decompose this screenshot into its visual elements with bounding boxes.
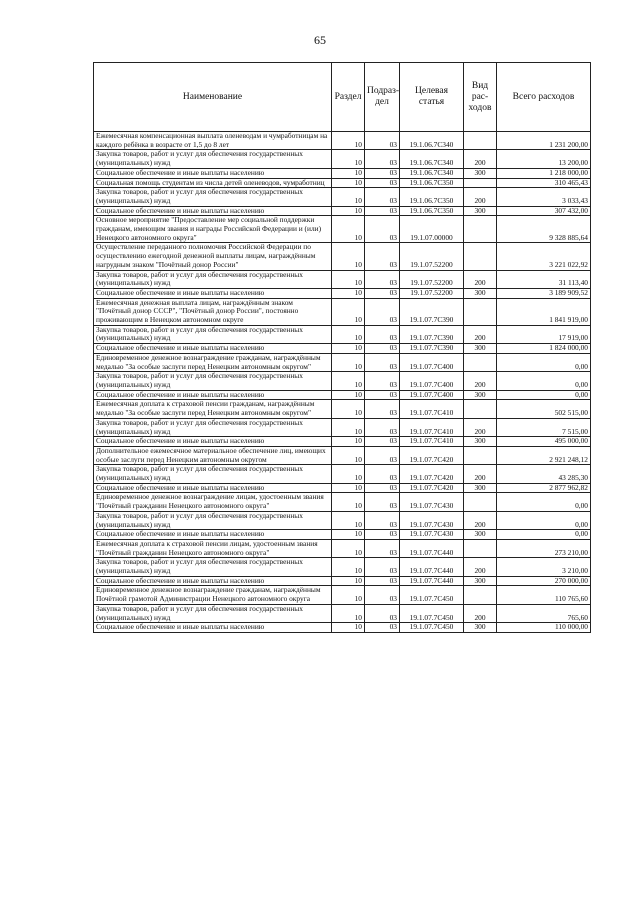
cell-kind: 300 [464,530,497,540]
cell-subsection: 03 [365,243,400,270]
cell-section: 10 [332,483,365,493]
cell-kind: 200 [464,465,497,483]
cell-name: Социальное обеспечение и иные выплаты населению [94,288,332,298]
cell-section: 10 [332,344,365,354]
header-section: Раздел [332,63,365,132]
cell-target: 19.1.06.7С340 [400,150,464,168]
cell-kind [464,400,497,418]
cell-section: 10 [332,288,365,298]
cell-total: 310 465,43 [497,178,591,188]
cell-subsection: 03 [365,288,400,298]
cell-subsection: 03 [365,511,400,529]
cell-target: 19.1.07.52200 [400,270,464,288]
cell-kind [464,178,497,188]
cell-target: 19.1.07.7С400 [400,372,464,390]
cell-kind: 300 [464,168,497,178]
cell-section: 10 [332,216,365,243]
cell-target: 19.1.07.7С400 [400,353,464,371]
cell-total: 3 189 909,52 [497,288,591,298]
cell-section: 10 [332,539,365,557]
cell-target: 19.1.06.7С350 [400,188,464,206]
cell-section: 10 [332,446,365,464]
cell-kind: 200 [464,511,497,529]
cell-target: 19.1.07.7С440 [400,558,464,576]
table-header-row [94,63,591,132]
cell-total: 270 000,00 [497,576,591,586]
cell-total: 3 033,43 [497,188,591,206]
cell-name: Социальное обеспечение и иные выплаты населению [94,206,332,216]
cell-name: Социальное обеспечение и иные выплаты населению [94,483,332,493]
cell-subsection: 03 [365,493,400,511]
cell-subsection: 03 [365,344,400,354]
cell-kind [464,216,497,243]
cell-section: 10 [332,418,365,436]
cell-total: 9 328 885,64 [497,216,591,243]
table-row [94,586,591,604]
table-row [94,168,591,178]
cell-subsection: 03 [365,530,400,540]
cell-total: 3 210,00 [497,558,591,576]
cell-kind: 200 [464,188,497,206]
cell-name: Социальное обеспечение и иные выплаты населению [94,390,332,400]
cell-total: 31 113,40 [497,270,591,288]
cell-target: 19.1.07.7С430 [400,530,464,540]
cell-kind [464,132,497,150]
cell-subsection: 03 [365,418,400,436]
cell-target: 19.1.06.7С350 [400,178,464,188]
cell-subsection: 03 [365,206,400,216]
cell-target: 19.1.06.7С340 [400,168,464,178]
cell-subsection: 03 [365,483,400,493]
cell-name: Закупка товаров, работ и услуг для обеспечения государственных (муниципальных) нужд [94,418,332,436]
cell-target: 19.1.07.7С450 [400,623,464,633]
table-row [94,400,591,418]
cell-total: 1 218 000,00 [497,168,591,178]
table-row [94,604,591,622]
cell-kind: 300 [464,344,497,354]
cell-subsection: 03 [365,178,400,188]
cell-total: 43 285,30 [497,465,591,483]
cell-total: 307 432,00 [497,206,591,216]
cell-section: 10 [332,188,365,206]
cell-section: 10 [332,372,365,390]
cell-total: 110 000,00 [497,623,591,633]
cell-subsection: 03 [365,446,400,464]
cell-total: 0,00 [497,390,591,400]
cell-kind: 300 [464,623,497,633]
cell-subsection: 03 [365,400,400,418]
cell-subsection: 03 [365,353,400,371]
cell-name: Социальное обеспечение и иные выплаты населению [94,437,332,447]
cell-total: 13 200,00 [497,150,591,168]
cell-subsection: 03 [365,586,400,604]
cell-section: 10 [332,530,365,540]
cell-target: 19.1.07.7С410 [400,437,464,447]
cell-target: 19.1.07.7С390 [400,298,464,325]
cell-section: 10 [332,465,365,483]
cell-name: Закупка товаров, работ и услуг для обеспечения государственных (муниципальных) нужд [94,511,332,529]
table-row [94,465,591,483]
cell-target: 19.1.07.7С410 [400,400,464,418]
cell-name: Ежемесячная доплата к страховой пенсии гражданам, награждённым медалью "За особые заслуги перед Ненецким автономным округом" [94,400,332,418]
cell-total: 110 765,60 [497,586,591,604]
cell-kind: 200 [464,558,497,576]
cell-target: 19.1.07.7С400 [400,390,464,400]
cell-kind [464,353,497,371]
cell-name: Закупка товаров, работ и услуг для обеспечения государственных (муниципальных) нужд [94,465,332,483]
table-body [94,132,591,633]
cell-name: Социальное обеспечение и иные выплаты населению [94,530,332,540]
cell-target: 19.1.07.52200 [400,288,464,298]
cell-kind: 200 [464,150,497,168]
cell-section: 10 [332,604,365,622]
cell-kind: 300 [464,437,497,447]
cell-subsection: 03 [365,558,400,576]
cell-subsection: 03 [365,216,400,243]
cell-total: 0,00 [497,493,591,511]
cell-section: 10 [332,270,365,288]
cell-name: Единовременное денежное вознаграждение гражданам, награждённым медалью "За особые заслуги перед Ненецким автономным округом" [94,353,332,371]
table-row [94,325,591,343]
cell-kind: 200 [464,372,497,390]
cell-target: 19.1.07.52200 [400,243,464,270]
cell-subsection: 03 [365,150,400,168]
cell-kind: 200 [464,325,497,343]
header-kind: Вид рас-ходов [464,63,497,132]
cell-total: 0,00 [497,511,591,529]
cell-kind [464,493,497,511]
cell-name: Осуществление переданного полномочия Российской Федерации по осуществлению ежегодной денежной выплаты лицам, награждённым нагрудным знаком "Почётный донор России" [94,243,332,270]
cell-target: 19.1.07.7С450 [400,586,464,604]
table-row [94,243,591,270]
cell-target: 19.1.07.7С440 [400,539,464,557]
cell-total: 17 919,00 [497,325,591,343]
cell-name: Ежемесячная компенсационная выплата оленеводам и чумработницам на каждого ребёнка в возрасте от 1,5 до 8 лет [94,132,332,150]
cell-target: 19.1.07.7С430 [400,493,464,511]
cell-subsection: 03 [365,465,400,483]
cell-section: 10 [332,511,365,529]
cell-name: Социальное обеспечение и иные выплаты населению [94,623,332,633]
cell-target: 19.1.07.7С450 [400,604,464,622]
cell-subsection: 03 [365,390,400,400]
cell-subsection: 03 [365,298,400,325]
cell-kind: 300 [464,390,497,400]
table-row [94,558,591,576]
cell-kind [464,243,497,270]
page-number: 65 [314,33,326,47]
cell-section: 10 [332,150,365,168]
cell-total: 1 824 000,00 [497,344,591,354]
header-total: Всего расходов [497,63,591,132]
cell-section: 10 [332,390,365,400]
cell-target: 19.1.07.7С420 [400,446,464,464]
table-row [94,446,591,464]
table-row [94,418,591,436]
cell-name: Закупка товаров, работ и услуг для обеспечения государственных (муниципальных) нужд [94,558,332,576]
cell-target: 19.1.07.7С410 [400,418,464,436]
cell-name: Социальная помощь студентам из числа детей оленеводов, чумработниц [94,178,332,188]
cell-target: 19.1.07.7С390 [400,325,464,343]
cell-section: 10 [332,623,365,633]
cell-subsection: 03 [365,270,400,288]
cell-total: 3 221 022,92 [497,243,591,270]
cell-kind: 200 [464,270,497,288]
table-row [94,270,591,288]
cell-total: 0,00 [497,353,591,371]
cell-name: Закупка товаров, работ и услуг для обеспечения государственных (муниципальных) нужд [94,150,332,168]
cell-target: 19.1.07.00000 [400,216,464,243]
cell-section: 10 [332,576,365,586]
table-row [94,188,591,206]
cell-kind: 300 [464,576,497,586]
cell-section: 10 [332,558,365,576]
table-row [94,344,591,354]
cell-section: 10 [332,168,365,178]
cell-target: 19.1.06.7С340 [400,132,464,150]
cell-subsection: 03 [365,188,400,206]
cell-total: 765,60 [497,604,591,622]
table-row [94,216,591,243]
cell-section: 10 [332,437,365,447]
table-row [94,288,591,298]
cell-name: Закупка товаров, работ и услуг для обеспечения государственных (муниципальных) нужд [94,604,332,622]
cell-target: 19.1.07.7С390 [400,344,464,354]
cell-total: 2 921 248,12 [497,446,591,464]
cell-name: Единовременное денежное вознаграждение лицам, удостоенным звания "Почётный гражданин Ненецкого автономного округа" [94,493,332,511]
cell-kind: 200 [464,604,497,622]
cell-subsection: 03 [365,437,400,447]
cell-section: 10 [332,586,365,604]
cell-total: 495 000,00 [497,437,591,447]
cell-subsection: 03 [365,576,400,586]
cell-section: 10 [332,353,365,371]
cell-total: 1 841 919,00 [497,298,591,325]
table-row [94,511,591,529]
cell-total: 273 210,00 [497,539,591,557]
cell-section: 10 [332,132,365,150]
table-row [94,353,591,371]
cell-section: 10 [332,400,365,418]
table-row [94,437,591,447]
cell-name: Закупка товаров, работ и услуг для обеспечения государственных (муниципальных) нужд [94,188,332,206]
cell-name: Социальное обеспечение и иные выплаты населению [94,168,332,178]
header-name: Наименование [94,63,332,132]
cell-section: 10 [332,298,365,325]
table-row [94,150,591,168]
cell-section: 10 [332,178,365,188]
header-subsection: Подраз-дел [365,63,400,132]
cell-name: Социальное обеспечение и иные выплаты населению [94,576,332,586]
cell-name: Закупка товаров, работ и услуг для обеспечения государственных (муниципальных) нужд [94,372,332,390]
cell-kind [464,539,497,557]
cell-target: 19.1.07.7С420 [400,465,464,483]
cell-subsection: 03 [365,325,400,343]
cell-subsection: 03 [365,604,400,622]
cell-target: 19.1.07.7С430 [400,511,464,529]
cell-kind [464,298,497,325]
cell-target: 19.1.06.7С350 [400,206,464,216]
cell-subsection: 03 [365,372,400,390]
cell-name: Закупка товаров, работ и услуг для обеспечения государственных (муниципальных) нужд [94,270,332,288]
cell-kind [464,446,497,464]
cell-subsection: 03 [365,132,400,150]
cell-total: 7 515,00 [497,418,591,436]
cell-target: 19.1.07.7С440 [400,576,464,586]
cell-total: 0,00 [497,372,591,390]
table-row [94,132,591,150]
cell-section: 10 [332,206,365,216]
cell-name: Закупка товаров, работ и услуг для обеспечения государственных (муниципальных) нужд [94,325,332,343]
cell-name: Дополнительное ежемесячное материальное обеспечение лиц, имеющих особые заслуги перед Ненецким автономным округом [94,446,332,464]
cell-name: Ежемесячная доплата к страховой пенсии лицам, удостоенным звания "Почётный гражданин Ненецкого автономного округа" [94,539,332,557]
cell-kind: 300 [464,288,497,298]
cell-name: Социальное обеспечение и иные выплаты населению [94,344,332,354]
cell-subsection: 03 [365,623,400,633]
cell-name: Основное мероприятие "Предоставление мер социальной поддержки гражданам, имеющим звания и награды Российской Федерации и (или) Ненецкого автономного округа" [94,216,332,243]
cell-section: 10 [332,493,365,511]
cell-section: 10 [332,243,365,270]
budget-table [93,62,591,633]
table-row [94,530,591,540]
cell-kind: 300 [464,483,497,493]
header-target: Целевая статья [400,63,464,132]
table-row [94,539,591,557]
table-row [94,623,591,633]
cell-name: Единовременное денежное вознаграждение гражданам, награждённым Почётной грамотой Администрации Ненецкого автономного округа [94,586,332,604]
cell-name: Ежемесячная денежная выплата лицам, награждённым знаком "Почётный донор СССР", "Почётный донор России", постоянно проживающим в Ненецком автономном округе [94,298,332,325]
table-row [94,372,591,390]
table-row [94,493,591,511]
table-row [94,298,591,325]
cell-total: 1 231 200,00 [497,132,591,150]
cell-subsection: 03 [365,168,400,178]
cell-subsection: 03 [365,539,400,557]
cell-total: 502 515,00 [497,400,591,418]
cell-kind: 300 [464,206,497,216]
cell-section: 10 [332,325,365,343]
cell-kind: 200 [464,418,497,436]
cell-kind [464,586,497,604]
cell-target: 19.1.07.7С420 [400,483,464,493]
cell-total: 0,00 [497,530,591,540]
cell-total: 2 877 962,82 [497,483,591,493]
